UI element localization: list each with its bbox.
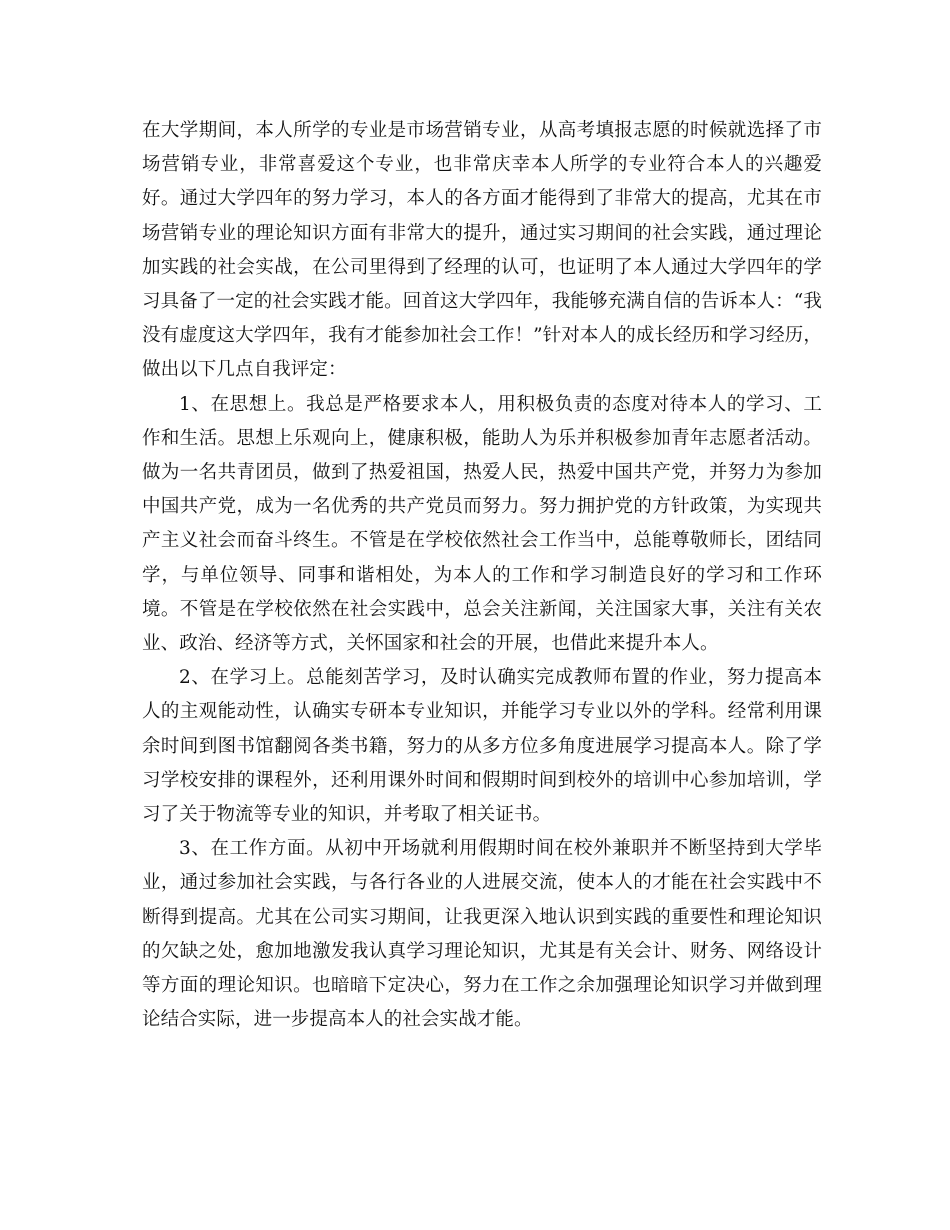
document-body (142, 114, 822, 1037)
paragraph-intro: 在大学期间，本人所学的专业是市场营销专业，从高考填报志愿的时候就选择了市场营销专业，非常喜爱这个专业，也非常庆幸本人所学的专业符合本人的兴趣爱好。通过大学四年的努力学习，本人的各方面才能得到了非常大的提高，尤其在市场营销专业的理论知识方面有非常大的提升，通过实习期间的社会实践，通过理论加实践的社会实战，在公司里得到了经理的认可，也证明了本人通过大学四年的学习具备了一定的社会实践才能。回首这大学四年，我能够充满自信的告诉本人：“我没有虚度这大学四年，我有才能参加社会工作！”针对本人的成长经历和学习经历，做出以下几点自我评定： (142, 120, 822, 381)
paragraph-study: 2、在学习上。总能刻苦学习，及时认确实完成教师布置的作业，努力提高本人的主观能动性，认确实专研本专业知识，并能学习专业以外的学科。经常利用课余时间到图书馆翻阅各类书籍，努力的从多方位多角度进展学习提高本人。除了学习学校安排的课程外，还利用课外时间和假期时间到校外的培训中心参加培训，学习了关于物流等专业的知识，并考取了相关证书。 (142, 667, 822, 826)
paragraph-work: 3、在工作方面。从初中开场就利用假期时间在校外兼职并不断坚持到大学毕业，通过参加社会实践，与各行各业的人进展交流，使本人的才能在社会实践中不断得到提高。尤其在公司实习期间，让我更深入地认识到实践的重要性和理论知识的欠缺之处，愈加地激发我认真学习理论知识，尤其是有关会计、财务、网络设计等方面的理论知识。也暗暗下定决心，努力在工作之余加强理论知识学习并做到理论结合实际，进一步提高本人的社会实战才能。 (142, 838, 822, 1031)
paragraph-ideology: 1、在思想上。我总是严格要求本人，用积极负责的态度对待本人的学习、工作和生活。思想上乐观向上，健康积极，能助人为乐并积极参加青年志愿者活动。做为一名共青团员，做到了热爱祖国，热爱人民，热爱中国共产党，并努力为参加中国共产党，成为一名优秀的共产党员而努力。努力拥护党的方针政策，为实现共产主义社会而奋斗终生。不管是在学校依然社会工作当中，总能尊敬师长，团结同学，与单位领导、同事和谐相处，为本人的工作和学习制造良好的学习和工作环境。不管是在学校依然在社会实践中，总会关注新闻，关注国家大事，关注有关农业、政治、经济等方式，关怀国家和社会的开展，也借此来提升本人。 (142, 393, 822, 655)
